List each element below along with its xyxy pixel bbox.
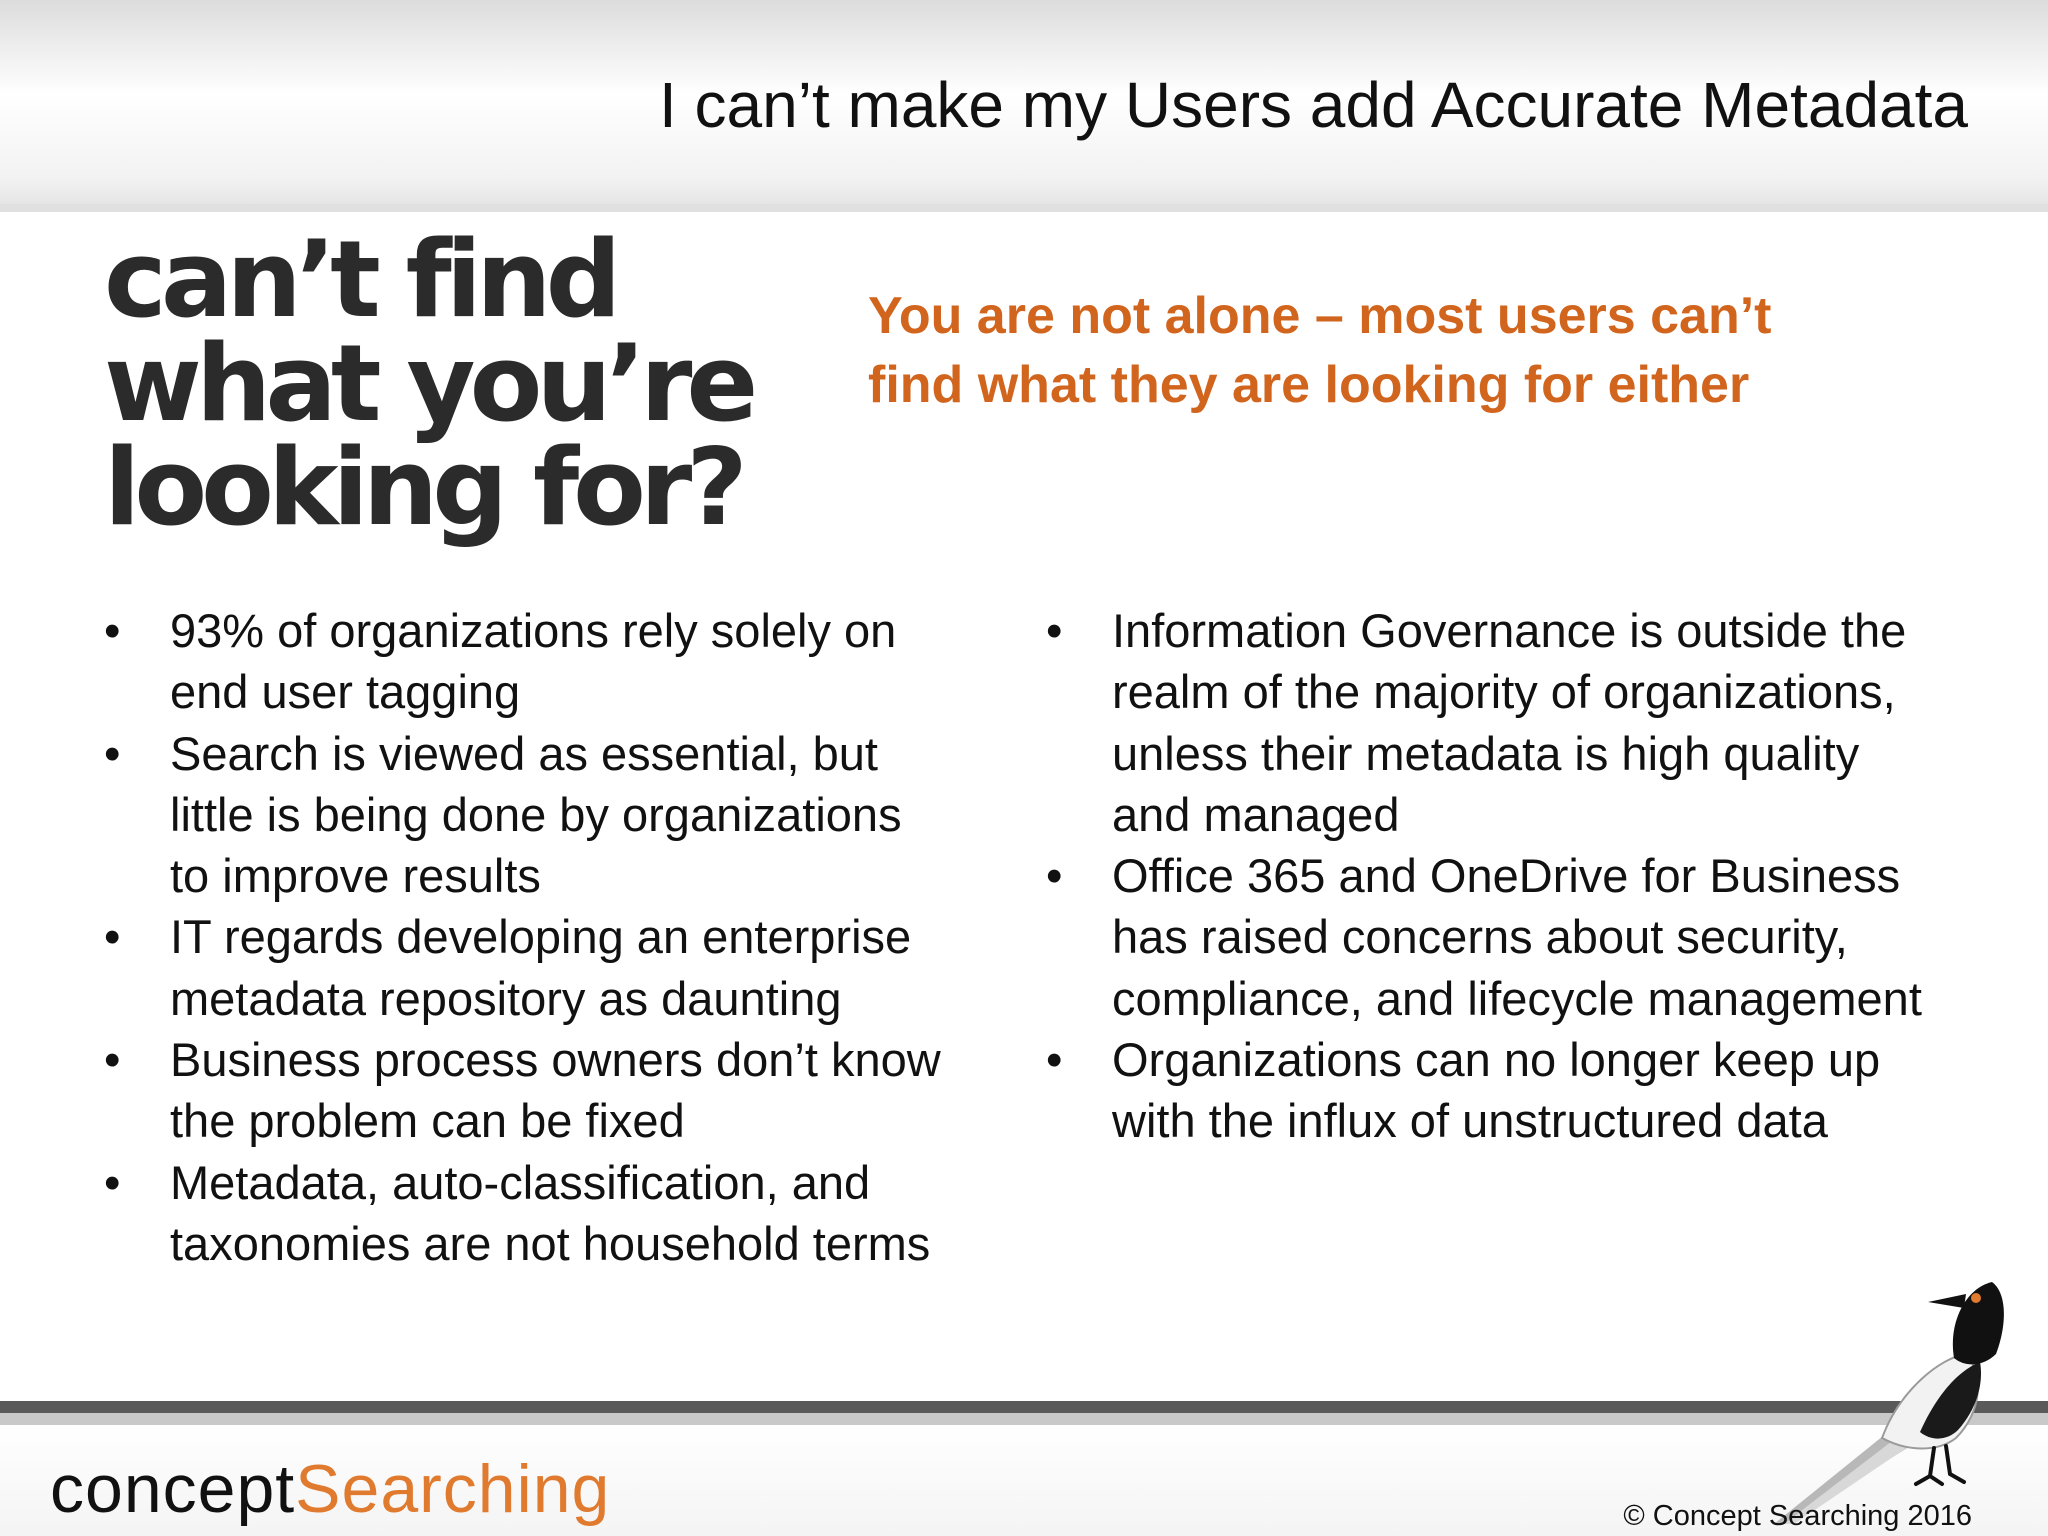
bullet-text: has raised concerns about security,	[1112, 910, 1848, 964]
magpie-bird-icon	[1770, 1262, 2010, 1526]
callout-line: You are not alone – most users can’t	[868, 287, 1772, 345]
bullet-marker: •	[1046, 1033, 1063, 1087]
bullet-item	[104, 1029, 1024, 1152]
bullet-text: Metadata, auto-classification, and	[170, 1155, 871, 1209]
bullet-text: Information Governance is outside the	[1112, 604, 1907, 657]
left-bullet-list	[104, 600, 1024, 1274]
bullet-marker: •	[104, 604, 121, 657]
bullet-marker: •	[104, 1155, 121, 1209]
bullet-text: metadata repository as daunting	[170, 971, 842, 1025]
logo-text-searching: Searching	[295, 1451, 611, 1527]
logo-text-concept: concept	[50, 1451, 296, 1527]
graphic-line: can’t find	[104, 218, 616, 341]
bullet-text: little is being done by organizations	[170, 787, 902, 841]
callout-line: find what they are looking for either	[868, 356, 1750, 414]
bullet-item	[104, 1152, 1024, 1275]
cant-find-graphic	[104, 218, 764, 564]
concept-searching-logo	[50, 1450, 610, 1528]
bullet-text: end user tagging	[170, 665, 521, 719]
bullet-text: Search is viewed as essential, but	[170, 726, 878, 780]
slide-title: I can’t make my Users add Accurate Metadata	[658, 69, 1968, 141]
bullet-marker: •	[1046, 849, 1063, 903]
footer-divider-dark	[0, 1401, 2048, 1413]
bullet-item	[1046, 600, 2006, 845]
bullet-marker: •	[104, 1033, 121, 1087]
bullet-text: compliance, and lifecycle management	[1112, 971, 1922, 1025]
bullet-item	[104, 600, 1024, 723]
bullet-text: to improve results	[170, 849, 541, 903]
bullet-text: IT regards developing an enterprise	[170, 910, 912, 964]
bullet-item	[104, 723, 1024, 907]
bullet-text: Business process owners don’t know	[170, 1033, 941, 1087]
right-bullet-list	[1046, 600, 2006, 1152]
header-divider	[0, 204, 2048, 212]
bullet-text: the problem can be fixed	[170, 1094, 685, 1148]
graphic-line: what you’re	[104, 322, 753, 445]
bullet-text: realm of the majority of organizations,	[1112, 665, 1896, 719]
footer-divider-light	[0, 1413, 2048, 1425]
copyright-notice: © Concept Searching 2016	[1623, 1500, 1972, 1532]
bullet-text: 93% of organizations rely solely on	[170, 604, 897, 657]
bullet-text: Organizations can no longer keep up	[1112, 1033, 1881, 1087]
bullet-text: with the influx of unstructured data	[1112, 1094, 1828, 1148]
bullet-marker: •	[104, 726, 121, 780]
graphic-line: looking for?	[104, 426, 742, 549]
bullet-marker: •	[1046, 604, 1063, 657]
bullet-item	[1046, 845, 2006, 1029]
bullet-item	[1046, 1029, 2006, 1152]
bullet-text: taxonomies are not household terms	[170, 1216, 931, 1270]
bullet-text: Office 365 and OneDrive for Business	[1112, 849, 1901, 903]
bullet-marker: •	[104, 910, 121, 964]
callout-text	[868, 282, 1988, 420]
bullet-text: unless their metadata is high quality	[1112, 726, 1860, 780]
bullet-text: and managed	[1112, 787, 1400, 841]
bullet-item	[104, 906, 1024, 1029]
